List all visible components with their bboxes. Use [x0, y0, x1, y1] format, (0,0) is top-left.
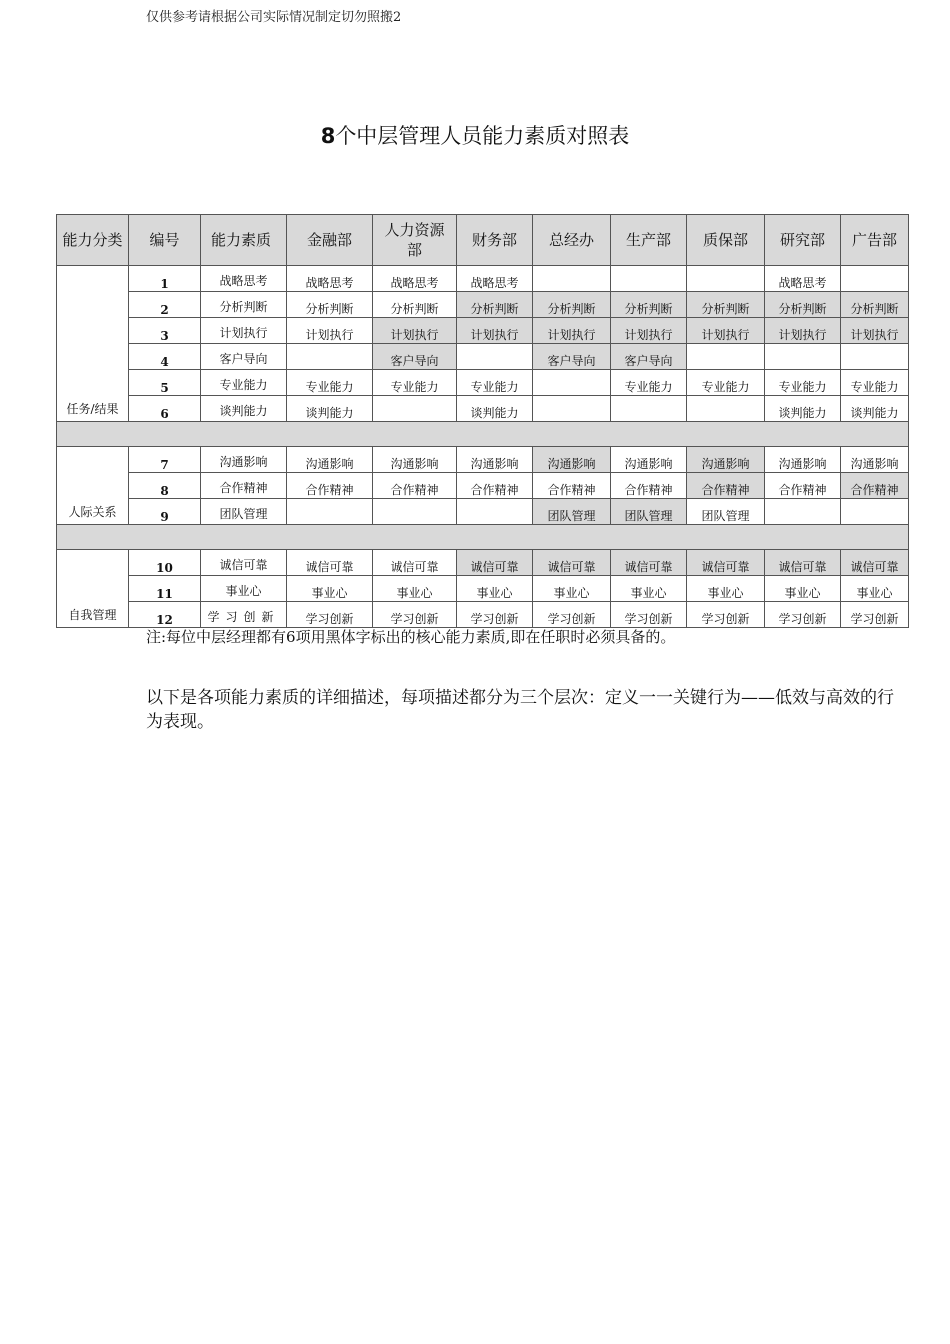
department-value-cell: 合作精神	[611, 473, 687, 499]
department-value-cell: 计划执行	[287, 318, 373, 344]
department-value-cell: 专业能力	[765, 370, 841, 396]
department-value-cell	[687, 396, 765, 422]
department-value-cell: 合作精神	[287, 473, 373, 499]
department-value-cell	[287, 344, 373, 370]
ability-cell: 专业能力	[201, 370, 287, 396]
department-value-cell: 诚信可靠	[533, 550, 611, 576]
row-number: 10	[129, 550, 201, 576]
footnote: 注:每位中层经理都有6项用黑体字标出的核心能力素质,即在任职时必须具备的。	[146, 628, 676, 646]
department-value-cell	[611, 266, 687, 292]
ability-cell: 事业心	[201, 576, 287, 602]
department-value-cell: 沟通影响	[457, 447, 533, 473]
header-cell: 能力分类	[57, 215, 129, 266]
department-value-cell: 计划执行	[841, 318, 909, 344]
ability-cell: 谈判能力	[201, 396, 287, 422]
table-row	[57, 602, 909, 628]
department-value-cell: 战略思考	[457, 266, 533, 292]
department-value-cell: 分析判断	[687, 292, 765, 318]
department-value-cell: 计划执行	[457, 318, 533, 344]
department-value-cell: 沟通影响	[611, 447, 687, 473]
department-value-cell: 专业能力	[611, 370, 687, 396]
department-value-cell: 合作精神	[765, 473, 841, 499]
department-value-cell: 分析判断	[287, 292, 373, 318]
department-value-cell: 专业能力	[373, 370, 457, 396]
department-value-cell	[533, 266, 611, 292]
department-value-cell: 客户导向	[533, 344, 611, 370]
department-value-cell: 谈判能力	[287, 396, 373, 422]
ability-cell: 沟通影响	[201, 447, 287, 473]
table-row	[57, 292, 909, 318]
department-value-cell: 合作精神	[373, 473, 457, 499]
header-row	[57, 215, 909, 266]
department-value-cell: 事业心	[533, 576, 611, 602]
department-value-cell: 谈判能力	[457, 396, 533, 422]
department-value-cell: 分析判断	[765, 292, 841, 318]
competency-table	[56, 214, 909, 628]
department-value-cell: 沟通影响	[687, 447, 765, 473]
department-value-cell: 事业心	[765, 576, 841, 602]
department-value-cell: 专业能力	[841, 370, 909, 396]
separator-cell	[57, 422, 909, 447]
department-value-cell: 沟通影响	[373, 447, 457, 473]
table-row	[57, 473, 909, 499]
department-value-cell: 合作精神	[533, 473, 611, 499]
department-value-cell: 客户导向	[373, 344, 457, 370]
ability-cell: 诚信可靠	[201, 550, 287, 576]
table-row	[57, 370, 909, 396]
header-cell: 总经办	[533, 215, 611, 266]
department-value-cell	[841, 499, 909, 525]
department-value-cell	[533, 396, 611, 422]
row-number: 1	[129, 266, 201, 292]
row-number: 6	[129, 396, 201, 422]
department-value-cell	[533, 370, 611, 396]
department-value-cell: 团队管理	[611, 499, 687, 525]
department-value-cell: 计划执行	[611, 318, 687, 344]
ability-cell: 合作精神	[201, 473, 287, 499]
header-cell: 广告部	[841, 215, 909, 266]
category-cell: 自我管理	[57, 550, 129, 628]
row-number: 2	[129, 292, 201, 318]
department-value-cell: 沟通影响	[533, 447, 611, 473]
department-value-cell: 计划执行	[765, 318, 841, 344]
ability-cell: 分析判断	[201, 292, 287, 318]
department-value-cell	[765, 344, 841, 370]
department-value-cell: 分析判断	[457, 292, 533, 318]
table-row	[57, 499, 909, 525]
header-note: 仅供参考请根据公司实际情况制定切勿照搬2	[146, 10, 402, 25]
department-value-cell: 诚信可靠	[765, 550, 841, 576]
row-number: 3	[129, 318, 201, 344]
department-value-cell: 专业能力	[287, 370, 373, 396]
department-value-cell: 学习创新	[765, 602, 841, 628]
department-value-cell: 学习创新	[373, 602, 457, 628]
department-value-cell: 战略思考	[373, 266, 457, 292]
table-row	[57, 576, 909, 602]
department-value-cell: 诚信可靠	[611, 550, 687, 576]
department-value-cell: 事业心	[457, 576, 533, 602]
department-value-cell: 诚信可靠	[287, 550, 373, 576]
department-value-cell	[457, 344, 533, 370]
department-value-cell: 分析判断	[533, 292, 611, 318]
department-value-cell: 团队管理	[533, 499, 611, 525]
department-value-cell: 诚信可靠	[687, 550, 765, 576]
ability-cell: 客户导向	[201, 344, 287, 370]
category-cell: 任务/结果	[57, 266, 129, 422]
header-cell: 质保部	[687, 215, 765, 266]
department-value-cell: 沟通影响	[765, 447, 841, 473]
department-value-cell: 计划执行	[687, 318, 765, 344]
department-value-cell: 沟通影响	[841, 447, 909, 473]
department-value-cell: 学习创新	[287, 602, 373, 628]
department-value-cell	[687, 344, 765, 370]
department-value-cell: 战略思考	[765, 266, 841, 292]
row-number: 8	[129, 473, 201, 499]
department-value-cell: 计划执行	[533, 318, 611, 344]
department-value-cell	[373, 499, 457, 525]
department-value-cell: 计划执行	[373, 318, 457, 344]
table-row	[57, 396, 909, 422]
description-paragraph: 以下是各项能力素质的详细描述，每项描述都分为三个层次：定义一一关键行为——低效与高效的行为表现。	[146, 688, 894, 732]
department-value-cell: 专业能力	[457, 370, 533, 396]
department-value-cell: 分析判断	[611, 292, 687, 318]
row-number: 7	[129, 447, 201, 473]
page-title	[0, 120, 950, 150]
table-row	[57, 447, 909, 473]
department-value-cell	[841, 266, 909, 292]
department-value-cell: 团队管理	[687, 499, 765, 525]
department-value-cell: 学习创新	[687, 602, 765, 628]
department-value-cell	[373, 396, 457, 422]
department-value-cell: 专业能力	[687, 370, 765, 396]
department-value-cell: 合作精神	[687, 473, 765, 499]
ability-cell: 学习创新	[201, 602, 287, 628]
department-value-cell: 学习创新	[841, 602, 909, 628]
title-text: 个中层管理人员能力素质对照表	[335, 124, 630, 148]
department-value-cell: 谈判能力	[765, 396, 841, 422]
department-value-cell: 分析判断	[841, 292, 909, 318]
header-cell: 能力素质	[201, 215, 287, 266]
department-value-cell: 事业心	[611, 576, 687, 602]
department-value-cell	[611, 396, 687, 422]
category-cell: 人际关系	[57, 447, 129, 525]
header-cell: 财务部	[457, 215, 533, 266]
table-row	[57, 550, 909, 576]
table-row	[57, 344, 909, 370]
department-value-cell: 合作精神	[841, 473, 909, 499]
department-value-cell: 学习创新	[457, 602, 533, 628]
department-value-cell	[841, 344, 909, 370]
row-number: 9	[129, 499, 201, 525]
table-row	[57, 266, 909, 292]
department-value-cell	[457, 499, 533, 525]
department-value-cell: 学习创新	[533, 602, 611, 628]
section-separator	[57, 525, 909, 550]
header-cell: 研究部	[765, 215, 841, 266]
ability-cell: 战略思考	[201, 266, 287, 292]
ability-cell: 计划执行	[201, 318, 287, 344]
header-cell: 金融部	[287, 215, 373, 266]
table-row	[57, 318, 909, 344]
row-number: 11	[129, 576, 201, 602]
department-value-cell: 战略思考	[287, 266, 373, 292]
ability-cell: 团队管理	[201, 499, 287, 525]
title-number: 8	[320, 124, 336, 148]
department-value-cell: 谈判能力	[841, 396, 909, 422]
section-separator	[57, 422, 909, 447]
department-value-cell: 学习创新	[611, 602, 687, 628]
department-value-cell: 事业心	[841, 576, 909, 602]
department-value-cell: 事业心	[373, 576, 457, 602]
row-number: 5	[129, 370, 201, 396]
department-value-cell: 诚信可靠	[457, 550, 533, 576]
header-cell: 生产部	[611, 215, 687, 266]
department-value-cell	[687, 266, 765, 292]
department-value-cell	[287, 499, 373, 525]
department-value-cell	[765, 499, 841, 525]
department-value-cell: 事业心	[287, 576, 373, 602]
department-value-cell: 诚信可靠	[841, 550, 909, 576]
department-value-cell: 客户导向	[611, 344, 687, 370]
header-cell: 编号	[129, 215, 201, 266]
row-number: 4	[129, 344, 201, 370]
header-cell: 人力资源部	[373, 215, 457, 266]
department-value-cell: 分析判断	[373, 292, 457, 318]
row-number: 12	[129, 602, 201, 628]
department-value-cell: 合作精神	[457, 473, 533, 499]
separator-cell	[57, 525, 909, 550]
department-value-cell: 沟通影响	[287, 447, 373, 473]
department-value-cell: 事业心	[687, 576, 765, 602]
department-value-cell: 诚信可靠	[373, 550, 457, 576]
